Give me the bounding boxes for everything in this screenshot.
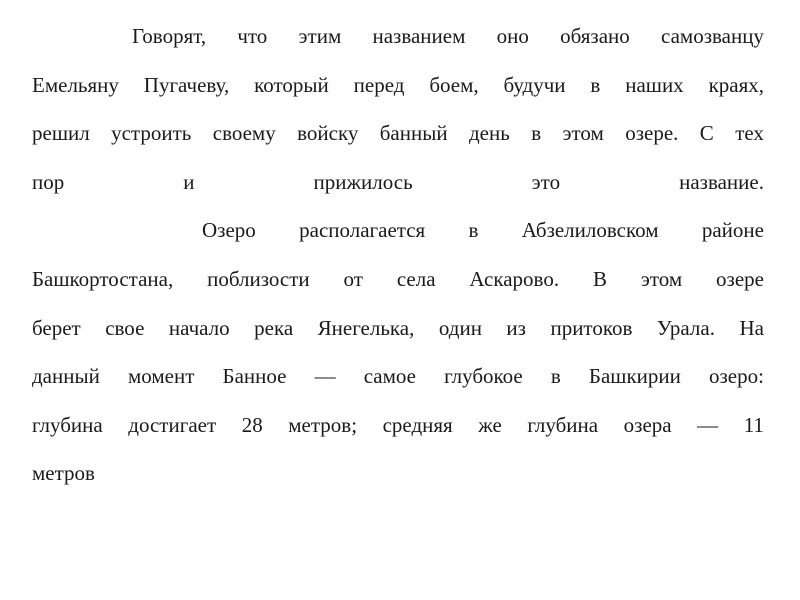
word: озере.: [625, 121, 679, 146]
word: Башкортостана,: [32, 266, 174, 291]
word: река: [254, 315, 294, 340]
word: достигает: [128, 412, 217, 437]
word: притоков: [550, 315, 633, 340]
word: средняя: [382, 412, 453, 437]
word: Емельяну: [32, 72, 119, 97]
word: обязано: [560, 24, 630, 48]
word: наших: [625, 72, 684, 97]
word: Озеро: [202, 218, 256, 243]
body-text: [32, 12, 764, 498]
word: Башкирии: [588, 364, 681, 389]
word: озера: [623, 412, 672, 437]
word: В: [592, 266, 607, 291]
word: Урала.: [656, 315, 715, 340]
word: момент: [127, 364, 195, 389]
word: решил: [32, 121, 90, 146]
text-line: [32, 304, 764, 353]
word: Говорят,: [132, 24, 207, 48]
word: метров;: [288, 412, 358, 437]
word: —: [314, 364, 336, 389]
word: название.: [679, 169, 764, 194]
word: глубина: [32, 412, 103, 437]
word: районе: [701, 218, 764, 243]
text-line: [32, 449, 764, 498]
word: который: [254, 72, 329, 97]
word: названием: [372, 24, 466, 48]
word: этом: [562, 121, 604, 146]
word: из: [506, 315, 526, 340]
word: в: [468, 218, 479, 243]
word: будучи: [503, 72, 566, 97]
word: пор: [32, 169, 65, 194]
word: располагается: [299, 218, 426, 243]
word: прижилось: [313, 169, 413, 194]
word: свое: [105, 315, 145, 340]
word: Аскарово.: [469, 266, 560, 291]
word: день: [468, 121, 510, 146]
word: озере: [716, 266, 764, 291]
word: своему: [212, 121, 276, 146]
word: банный: [379, 121, 448, 146]
word: Пугачеву,: [143, 72, 230, 97]
word: самозванцу: [661, 24, 764, 48]
word: Банное: [222, 364, 287, 389]
word: начало: [168, 315, 230, 340]
word: Абзелиловском: [521, 218, 659, 243]
word: этим: [298, 24, 342, 48]
word: боем,: [429, 72, 479, 97]
word: села: [396, 266, 436, 291]
word: устроить: [111, 121, 192, 146]
text-line: [32, 352, 764, 401]
text-line: [32, 206, 764, 255]
word: самое: [363, 364, 416, 389]
word: этом: [640, 266, 683, 291]
word: —: [697, 412, 719, 437]
word: что: [237, 24, 268, 48]
text-line: [32, 401, 764, 450]
text-line: [32, 109, 764, 158]
word: поблизости: [207, 266, 310, 291]
word: это: [531, 169, 561, 194]
word: озеро:: [709, 364, 764, 389]
word: же: [478, 412, 502, 437]
text-line: [32, 158, 764, 207]
word: метров: [32, 461, 95, 486]
word: глубокое: [444, 364, 523, 389]
word: С: [699, 121, 714, 146]
word: в: [550, 364, 561, 389]
word: один: [438, 315, 482, 340]
word: глубина: [527, 412, 599, 437]
word: Янегелька,: [317, 315, 415, 340]
word: в: [531, 121, 542, 146]
word: краях,: [708, 72, 764, 97]
text-line: [32, 255, 764, 304]
word: войску: [297, 121, 359, 146]
text-line: [32, 12, 764, 61]
word: тех: [735, 121, 764, 146]
word: оно: [496, 24, 529, 48]
word: перед: [353, 72, 405, 97]
word: от: [343, 266, 363, 291]
text-line: [32, 61, 764, 110]
word: в: [590, 72, 601, 97]
word: 28: [241, 412, 263, 437]
word: данный: [32, 364, 100, 389]
word: и: [183, 169, 195, 194]
word: На: [739, 315, 764, 340]
word: берет: [32, 315, 81, 340]
word: 11: [743, 412, 764, 437]
